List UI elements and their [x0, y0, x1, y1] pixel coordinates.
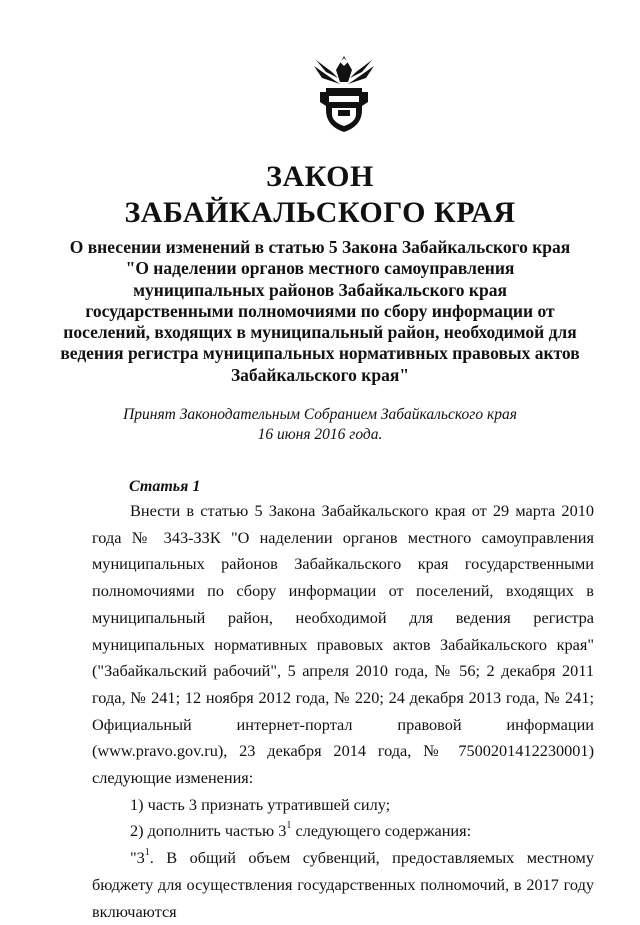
- document-subtitle: О внесении изменений в статью 5 Закона Забайкальского края "О наделении органов местного самоуправления муниципальных районов Забайкальского края государственными полномочиями по сбору информации от поселений, входящих в муниципальный район, необходимой для ведения регистра муниципальных нормативных правовых актов Забайкальского края": [60, 237, 580, 385]
- adoption-note: [0, 405, 640, 445]
- list-item-2-text: 2) дополнить частью 3: [130, 821, 287, 841]
- coat-of-arms-emblem: [312, 52, 376, 136]
- list-item-1: 1) часть 3 признать утратившей силу;: [130, 794, 391, 814]
- document-title-line2: ЗАБАЙКАЛЬСКОГО КРАЯ: [124, 196, 516, 229]
- article-body: [92, 498, 594, 925]
- paragraph-3-1-superscript: 1: [144, 846, 150, 858]
- document-title-line1: ЗАКОН: [266, 160, 374, 193]
- paragraph-3-1-prefix: "3: [130, 848, 145, 868]
- paragraph-3-1-text: . В общий объем субвенций, предоставляемых местному бюджету для осуществления государственных полномочий, в 2017 году включаются: [92, 848, 594, 921]
- list-item-2: [92, 818, 594, 845]
- adoption-line1: Принят Законодательным Собранием Забайкальского края: [123, 406, 517, 423]
- paragraph-3-1: [92, 845, 594, 925]
- adoption-date: 16 июня 2016 года.: [257, 426, 383, 443]
- list-item-2-superscript: 1: [286, 820, 292, 832]
- article-heading: Статья 1: [129, 478, 201, 495]
- list-item-2-suffix: следующего содержания:: [291, 821, 472, 841]
- article-paragraph-main: Внести в статью 5 Закона Забайкальского края от 29 марта 2010 года № 343-ЗЗК "О наделении органов местного самоуправления муниципальных районов Забайкальского края государственными полномочиями по сбору информации от поселений, входящих в муниципальный район, необходимой для ведения регистра муниципальных нормативных правовых актов Забайкальского края" ("Забайкальский рабочий", 5 апреля 2010 года, № 56; 2 декабря 2011 года, № 241; 12 ноября 2012 года, № 220; 24 декабря 2013 года, № 241; Официальный интернет-портал правовой информации (www.pravo.gov.ru), 23 декабря 2014 года, № 7500201412230001) следующие изменения:: [92, 501, 594, 788]
